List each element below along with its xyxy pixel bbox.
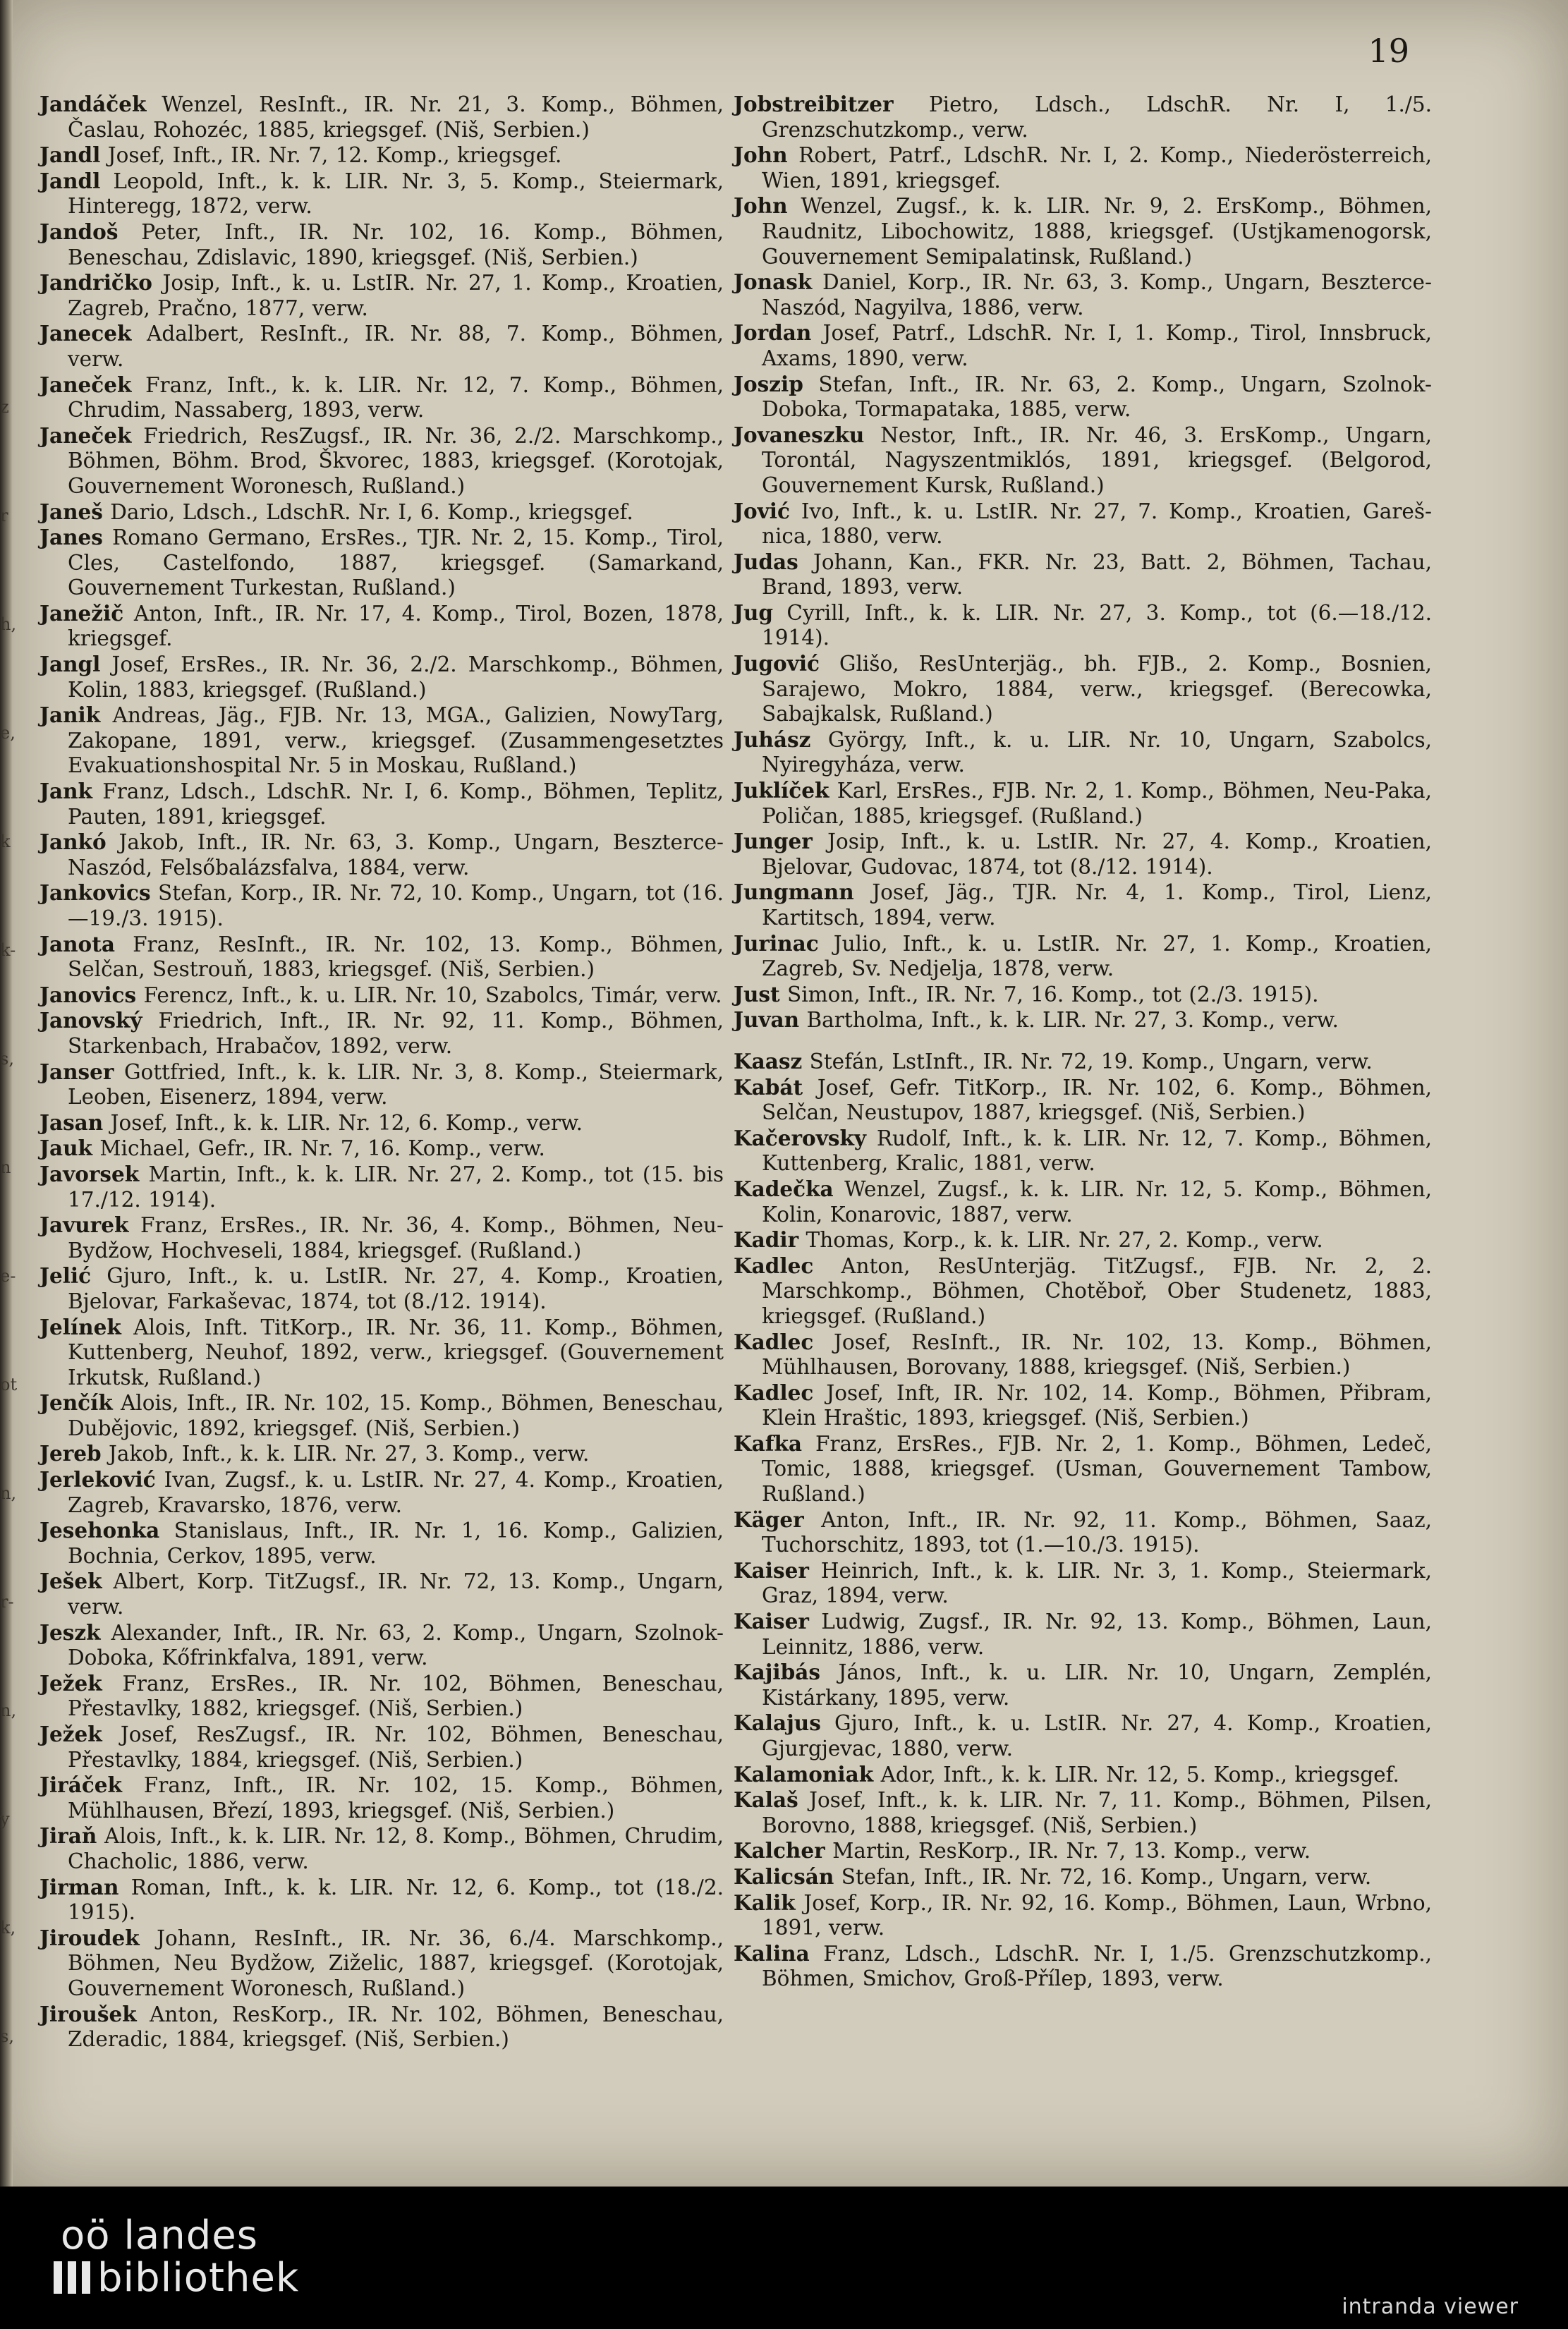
entry-surname: Jandričko xyxy=(39,270,152,296)
entry-surname: Kabát xyxy=(734,1074,803,1100)
entry-surname: Jenčík xyxy=(39,1390,113,1416)
entry-details: Friedrich, ResZugsf., IR. Nr. 36, 2./2. Marschkomp., Böhmen, Böhm. Brod, Škvorec, 1883, kriegsgef. (Korotojak, Gouvernement Woronesch, Rußland.) xyxy=(68,423,724,498)
register-entry xyxy=(734,1660,1432,1710)
margin-fragment: e- xyxy=(0,1266,16,1286)
register-entry xyxy=(734,880,1432,930)
entry-surname: Juklíček xyxy=(734,778,829,803)
margin-fragment: k, xyxy=(0,1918,16,1938)
register-entry xyxy=(734,1558,1432,1609)
entry-details: Roman, Inft., k. k. LIR. Nr. 12, 6. Komp., tot (18./2. 1915). xyxy=(68,1875,724,1925)
register-entry xyxy=(734,549,1432,600)
register-entry xyxy=(734,422,1432,499)
entry-details: Leopold, Inft., k. k. LIR. Nr. 3, 5. Komp., Steiermark, Hinteregg, 1872, verw. xyxy=(68,169,724,219)
margin-fragment: n, xyxy=(0,1701,17,1720)
entry-surname: Jeszk xyxy=(39,1619,101,1645)
register-entry xyxy=(734,193,1432,269)
entry-surname: Jelić xyxy=(39,1263,92,1289)
register-entry xyxy=(39,1926,724,2002)
register-entry xyxy=(734,320,1432,371)
register-entry xyxy=(39,983,724,1009)
entry-details: Ivan, Zugsf., k. u. LstIR. Nr. 27, 4. Komp., Kroatien, Zagreb, Kravarsko, 1876, verw. xyxy=(68,1468,724,1517)
entry-surname: Janes xyxy=(39,525,103,550)
entry-surname: Kalicsán xyxy=(734,1863,834,1889)
register-entry xyxy=(734,1330,1432,1380)
register-entry xyxy=(39,1823,724,1874)
register-entry xyxy=(734,1126,1432,1176)
register-entry xyxy=(734,1253,1432,1330)
entry-surname: Joszip xyxy=(734,371,803,396)
register-entry xyxy=(734,1762,1432,1788)
entry-details: Alois, Inft., k. k. LIR. Nr. 12, 8. Komp., Böhmen, Chrudim, Chacholic, 1886, verw. xyxy=(68,1824,724,1873)
entry-details: Josef, Jäg., TJR. Nr. 4, 1. Komp., Tirol, Lienz, Kartitsch, 1894, verw. xyxy=(762,880,1432,930)
entry-details: Stefan, Inft., IR. Nr. 63, 2. Komp., Ungarn, Szolnok-Doboka, Tormapataka, 1885, verw. xyxy=(762,372,1432,422)
register-entry xyxy=(39,1569,724,1619)
entry-surname: Kalajus xyxy=(734,1710,821,1736)
entry-details: Stanislaus, Inft., IR. Nr. 1, 16. Komp., Galizien, Bochnia, Cerkov, 1895, verw. xyxy=(68,1519,724,1568)
entry-surname: Janik xyxy=(39,703,101,728)
register-entry xyxy=(39,321,724,372)
register-entry xyxy=(39,1772,724,1823)
margin-fragment: s, xyxy=(0,2026,14,2046)
entry-details: Josip, Inft., k. u. LstIR. Nr. 27, 1. Komp., Kroatien, Zagreb, Pračno, 1877, verw. xyxy=(68,271,724,320)
logo-line-2: bibliothek xyxy=(97,2255,300,2301)
entry-surname: Janežič xyxy=(39,600,124,626)
entry-surname: Kaiser xyxy=(734,1557,809,1583)
entry-details: Josip, Inft., k. u. LstIR. Nr. 27, 4. Komp., Kroatien, Bjelovar, Gudovac, 1874, tot (8./12. 1914). xyxy=(762,829,1432,879)
register-entry xyxy=(734,1431,1432,1507)
entry-details: Ivo, Inft., k. u. LstIR. Nr. 27, 7. Komp., Kroatien, Gareš-nica, 1880, verw. xyxy=(762,499,1432,549)
register-entry xyxy=(39,880,724,931)
entry-details: Anton, Inft., IR. Nr. 17, 4. Komp., Tirol, Bozen, 1878, kriegsgef. xyxy=(68,601,724,651)
margin-fragment: ot xyxy=(0,1375,18,1394)
logo-bars-icon xyxy=(54,2261,92,2294)
entry-details: János, Inft., k. u. LIR. Nr. 10, Ungarn, Zemplén, Kistárkany, 1895, verw. xyxy=(762,1660,1432,1710)
margin-fragment: h, xyxy=(0,614,17,634)
register-entry xyxy=(734,1227,1432,1253)
register-entry xyxy=(734,1380,1432,1431)
entry-surname: Kajibás xyxy=(734,1660,820,1685)
entry-surname: Jankovics xyxy=(39,880,151,906)
register-entry xyxy=(734,1838,1432,1864)
entry-details: Stefan, Korp., IR. Nr. 72, 10. Komp., Ungarn, tot (16.—19./3. 1915). xyxy=(68,881,724,930)
register-entry xyxy=(734,651,1432,727)
register-entry xyxy=(734,1049,1432,1075)
entry-surname: Jurinac xyxy=(734,930,819,956)
register-entry xyxy=(734,1787,1432,1838)
entry-surname: Kadir xyxy=(734,1227,799,1253)
entry-details: Alois, Inft., IR. Nr. 102, 15. Komp., Böhmen, Beneschau, Dubějovic, 1892, kriegsgef. (Niš, Serbien.) xyxy=(68,1391,724,1440)
register-entry xyxy=(734,1609,1432,1660)
entry-surname: Judas xyxy=(734,549,798,574)
entry-surname: Kaasz xyxy=(734,1048,803,1074)
entry-surname: Kadečka xyxy=(734,1176,834,1201)
section-gap xyxy=(734,1033,1432,1049)
viewer-label[interactable]: intranda viewer xyxy=(1342,2294,1519,2319)
register-entry xyxy=(39,92,724,142)
register-entry xyxy=(39,525,724,601)
entry-details: Karl, ErsRes., FJB. Nr. 2, 1. Komp., Böhmen, Neu-Paka, Poličan, 1885, kriegsgef. (Rußland.) xyxy=(762,779,1432,828)
register-entry xyxy=(39,1162,724,1212)
register-entry xyxy=(39,1390,724,1441)
library-logo[interactable] xyxy=(54,2215,299,2299)
entry-details: Franz, ErsRes., IR. Nr. 102, Böhmen, Beneschau, Přestavlky, 1882, kriegsgef. (Niš, Serbien.) xyxy=(68,1671,724,1721)
entry-details: Josef, Inft., k. k. LIR. Nr. 7, 11. Komp., Böhmen, Pilsen, Borovno, 1888, kriegsgef. (Niš, Serbien.) xyxy=(762,1788,1432,1837)
entry-surname: Javorsek xyxy=(39,1161,140,1186)
entry-details: Andreas, Jäg., FJB. Nr. 13, MGA., Galizien, NowyTarg, Zakopane, 1891, verw., kriegsgef. (Zusammengesetztes Evakuationshospital Nr. 5 in Moskau, Rußland.) xyxy=(68,703,724,778)
entry-details: Jakob, Inft., k. k. LIR. Nr. 27, 3. Komp., verw. xyxy=(101,1442,590,1466)
register-entry xyxy=(734,982,1432,1008)
register-entry xyxy=(39,1008,724,1059)
register-entry xyxy=(39,1467,724,1518)
entry-surname: Ježek xyxy=(39,1722,102,1746)
register-entry xyxy=(734,1890,1432,1941)
entry-details: Glišo, ResUnterjäg., bh. FJB., 2. Komp., Bosnien, Sarajewo, Mokro, 1884, verw., kriegsgef. (Berecowka, Sabajkalsk, Rußland.) xyxy=(762,652,1432,726)
entry-surname: Jandoš xyxy=(39,219,118,244)
register-entry xyxy=(39,423,724,499)
entry-details: Nestor, Inft., IR. Nr. 46, 3. ErsKomp., Ungarn, Torontál, Nagyszentmiklós, 1891, kriegsgef. (Belgorod, Gouvernement Kursk, Rußland.) xyxy=(762,422,1432,497)
register-entry xyxy=(39,1441,724,1467)
register-entry xyxy=(39,1110,724,1136)
entry-details: Alexander, Inft., IR. Nr. 63, 2. Komp., Ungarn, Szolnok-Doboka, Kőfrinkfalva, 1891, verw. xyxy=(68,1620,724,1670)
entry-surname: Kalaš xyxy=(734,1787,798,1813)
entry-details: Wenzel, Zugsf., k. k. LIR. Nr. 12, 5. Komp., Böhmen, Kolin, Konarovic, 1887, verw. xyxy=(762,1176,1432,1227)
entry-surname: Ježek xyxy=(39,1670,102,1696)
entry-surname: Kadlec xyxy=(734,1329,814,1354)
entry-surname: Kadlec xyxy=(734,1380,814,1405)
entry-surname: Jandáček xyxy=(39,92,147,116)
margin-fragment: r xyxy=(0,506,8,525)
entry-details: Bartholma, Inft., k. k. LIR. Nr. 27, 3. Komp., verw. xyxy=(799,1008,1339,1033)
margin-fragment: z xyxy=(0,397,9,417)
register-entry xyxy=(734,829,1432,880)
margin-fragment: s, xyxy=(0,1049,14,1069)
page-number: 19 xyxy=(1368,32,1409,70)
entry-details: Franz, Inft., k. k. LIR. Nr. 12, 7. Komp., Böhmen, Chrudim, Nassaberg, 1893, verw. xyxy=(68,372,724,422)
entry-surname: Jobstreibitzer xyxy=(734,92,894,116)
entry-details: Martin, Inft., k. k. LIR. Nr. 27, 2. Komp., tot (15. bis 17./12. 1914). xyxy=(68,1162,724,1212)
register-entry xyxy=(39,270,724,321)
entry-surname: Jerleković xyxy=(39,1467,156,1492)
entry-surname: Jankó xyxy=(39,829,107,855)
entry-details: Stefan, Inft., IR. Nr. 72, 16. Komp., Ungarn, verw. xyxy=(834,1864,1372,1889)
entry-surname: Kalcher xyxy=(734,1838,825,1863)
register-entry xyxy=(39,1722,724,1772)
entry-details: Julio, Inft., k. u. LstIR. Nr. 27, 1. Komp., Kroatien, Zagreb, Sv. Nedjelja, 1878, verw. xyxy=(762,931,1432,981)
entry-details: Michael, Gefr., IR. Nr. 7, 16. Komp., verw. xyxy=(92,1136,545,1161)
logo-line-2-wrap xyxy=(54,2255,299,2301)
entry-details: Robert, Patrf., LdschR. Nr. I, 2. Komp., Niederösterreich, Wien, 1891, kriegsgef. xyxy=(762,143,1432,193)
entry-surname: Kalik xyxy=(734,1890,796,1915)
entry-surname: Jelínek xyxy=(39,1314,121,1339)
entry-details: Johann, Kan., FKR. Nr. 23, Batt. 2, Böhmen, Tachau, Brand, 1893, verw. xyxy=(762,549,1432,600)
entry-surname: Jovaneszku xyxy=(734,422,865,447)
entry-details: Ferencz, Inft., k. u. LIR. Nr. 10, Szabolcs, Timár, verw. xyxy=(136,983,722,1007)
register-entry xyxy=(39,499,724,525)
entry-surname: Jank xyxy=(39,779,92,804)
register-entry xyxy=(39,142,724,169)
register-entry xyxy=(734,778,1432,829)
entry-surname: Jiraň xyxy=(39,1823,97,1849)
entry-details: Josef, Inft, IR. Nr. 102, 14. Komp., Böhmen, Přibram, Klein Hraštic, 1893, kriegsgef. (Niš, Serbien.) xyxy=(762,1380,1432,1430)
entry-surname: Kaiser xyxy=(734,1609,809,1634)
entry-surname: Janecek xyxy=(39,321,132,346)
entry-surname: Jangl xyxy=(39,652,101,677)
right-column xyxy=(734,92,1432,1992)
register-entry xyxy=(39,703,724,779)
entry-details: Thomas, Korp., k. k. LIR. Nr. 27, 2. Komp., verw. xyxy=(798,1228,1323,1253)
register-entry xyxy=(734,92,1432,142)
entry-surname: Jonask xyxy=(734,269,813,295)
register-entry xyxy=(39,1671,724,1722)
register-entry xyxy=(734,269,1432,320)
entry-details: Albert, Korp. TitZugsf., IR. Nr. 72, 13. Komp., Ungarn, verw. xyxy=(68,1569,724,1619)
entry-surname: Jereb xyxy=(39,1441,102,1466)
entry-details: Wenzel, ResInft., IR. Nr. 21, 3. Komp., Böhmen, Časlau, Rohozéc, 1885, kriegsgef. (Niš, Serbien.) xyxy=(68,92,724,142)
margin-fragment: r- xyxy=(0,1592,14,1612)
register-entry xyxy=(39,1875,724,1926)
entry-details: Simon, Inft., IR. Nr. 7, 16. Komp., tot (2./3. 1915). xyxy=(779,982,1319,1007)
entry-surname: Jugović xyxy=(734,651,820,676)
register-entry xyxy=(39,829,724,880)
entry-details: Stefán, LstInft., IR. Nr. 72, 19. Komp., Ungarn, verw. xyxy=(802,1049,1373,1074)
entry-surname: Kalamoniak xyxy=(734,1761,874,1787)
entry-details: Franz, ResInft., IR. Nr. 102, 13. Komp., Böhmen, Selčan, Sestrouň, 1883, kriegsgef. (Niš, Serbien.) xyxy=(68,932,724,982)
entry-surname: Janovský xyxy=(39,1008,142,1033)
register-entry xyxy=(39,1263,724,1314)
entry-details: György, Inft., k. u. LIR. Nr. 10, Ungarn, Szabolcs, Nyiregyháza, verw. xyxy=(762,727,1432,777)
entry-surname: John xyxy=(734,142,788,168)
entry-surname: Jungmann xyxy=(734,880,854,905)
entry-details: Josef, ErsRes., IR. Nr. 36, 2./2. Marschkomp., Böhmen, Kolin, 1883, kriegsgef. (Rußland.) xyxy=(68,652,724,702)
entry-surname: Janota xyxy=(39,931,115,956)
register-entry xyxy=(734,727,1432,778)
entry-surname: Kafka xyxy=(734,1430,802,1456)
entry-details: Adalbert, ResInft., IR. Nr. 88, 7. Komp., Böhmen, verw. xyxy=(68,322,724,371)
entry-surname: Käger xyxy=(734,1507,804,1532)
entry-surname: Jasan xyxy=(39,1109,104,1135)
entry-surname: Ješek xyxy=(39,1569,102,1594)
entry-details: Peter, Inft., IR. Nr. 102, 16. Komp., Böhmen, Beneschau, Zdislavic, 1890, kriegsgef. (Niš, Serbien.) xyxy=(68,219,724,269)
register-entry xyxy=(734,1507,1432,1558)
register-entry xyxy=(734,1864,1432,1890)
register-entry xyxy=(39,219,724,270)
margin-fragment: y xyxy=(0,1809,10,1829)
entry-surname: Jesehonka xyxy=(39,1518,160,1543)
register-entry xyxy=(734,1941,1432,1992)
register-entry xyxy=(39,2002,724,2053)
margin-fragment: n xyxy=(0,1157,11,1177)
entry-surname: Jiráček xyxy=(39,1772,122,1798)
entry-details: Anton, Inft., IR. Nr. 92, 11. Komp., Böhmen, Saaz, Tuchorschitz, 1893, tot (1.—10./3. 1915). xyxy=(762,1507,1432,1557)
logo-line-1: oö landes xyxy=(61,2213,258,2258)
entry-details: Franz, Ldsch., LdschR. Nr. I, 6. Komp., Böhmen, Teplitz, Pauten, 1891, kriegsgef. xyxy=(68,779,724,829)
entry-details: Gjuro, Inft., k. u. LstIR. Nr. 27, 4. Komp., Kroatien, Bjelovar, Farkaševac, 1874, tot (8./12. 1914). xyxy=(68,1264,724,1313)
entry-details: Josef, ResInft., IR. Nr. 102, 13. Komp., Böhmen, Mühlhausen, Borovany, 1888, kriegsgef. (Niš, Serbien.) xyxy=(762,1330,1432,1380)
margin-fragment: e, xyxy=(0,723,16,743)
entry-surname: John xyxy=(734,193,788,219)
entry-surname: Junger xyxy=(734,829,813,854)
entry-details: Franz, ErsRes., FJB. Nr. 2, 1. Komp., Böhmen, Ledeč, Tomic, 1888, kriegsgef. (Usman, Gouvernement Tambow, Rußland.) xyxy=(762,1431,1432,1507)
register-entry xyxy=(39,1059,724,1110)
register-entry xyxy=(734,600,1432,651)
entry-surname: Jug xyxy=(734,600,774,625)
entry-surname: Javurek xyxy=(39,1212,129,1238)
register-entry xyxy=(39,779,724,829)
register-entry xyxy=(39,1212,724,1263)
entry-surname: Juvan xyxy=(734,1007,800,1033)
entry-details: Josef, ResZugsf., IR. Nr. 102, Böhmen, Beneschau, Přestavlky, 1884, kriegsgef. (Niš, Serbien.) xyxy=(68,1722,724,1772)
register-entry xyxy=(39,1518,724,1569)
entry-surname: Jiroušek xyxy=(39,2001,137,2026)
entry-surname: Jiroudek xyxy=(39,1925,140,1950)
entry-details: Josef, Patrf., LdschR. Nr. I, 1. Komp., Tirol, Innsbruck, Axams, 1890, verw. xyxy=(762,321,1432,370)
entry-details: Martin, ResKorp., IR. Nr. 7, 13. Komp., verw. xyxy=(825,1839,1311,1863)
entry-surname: Jandl xyxy=(39,142,101,168)
register-entry xyxy=(734,1710,1432,1761)
register-entry xyxy=(734,372,1432,422)
entry-details: Friedrich, Inft., IR. Nr. 92, 11. Komp., Böhmen, Starkenbach, Hrabačov, 1892, verw. xyxy=(68,1009,724,1058)
register-entry xyxy=(734,142,1432,193)
entry-details: Johann, ResInft., IR. Nr. 36, 6./4. Marschkomp., Böhmen, Neu Bydžow, Ziželic, 1887, kriegsgef. (Korotojak, Gouvernement Woronesch, Rußland.) xyxy=(68,1926,724,2000)
left-margin-fragments xyxy=(0,353,17,2091)
register-entry xyxy=(39,932,724,983)
entry-surname: Kalina xyxy=(734,1940,810,1966)
entry-details: Franz, Inft., IR. Nr. 102, 15. Komp., Böhmen, Mühlhausen, Březí, 1893, kriegsgef. (Niš, Serbien.) xyxy=(68,1773,724,1823)
entry-details: Gottfried, Inft., k. k. LIR. Nr. 3, 8. Komp., Steiermark, Leoben, Eisenerz, 1894, verw. xyxy=(68,1059,724,1109)
entry-surname: Janser xyxy=(39,1059,114,1084)
register-entry xyxy=(39,1620,724,1671)
entry-surname: Janeček xyxy=(39,372,132,397)
margin-fragment: k xyxy=(0,832,11,851)
entry-surname: Jordan xyxy=(734,320,812,346)
entry-surname: Jirman xyxy=(39,1874,119,1899)
entry-surname: Juhász xyxy=(734,726,811,752)
entry-surname: Kadlec xyxy=(734,1253,814,1278)
entry-surname: Janovics xyxy=(39,982,137,1007)
entry-surname: Kačerovsky xyxy=(734,1125,867,1150)
entry-details: Dario, Ldsch., LdschR. Nr. I, 6. Komp., kriegsgef. xyxy=(102,499,633,524)
entry-details: Ador, Inft., k. k. LIR. Nr. 12, 5. Komp., kriegsgef. xyxy=(873,1762,1399,1787)
register-entry xyxy=(39,372,724,423)
entry-details: Pietro, Ldsch., LdschR. Nr. I, 1./5. Grenzschutzkomp., verw. xyxy=(762,92,1432,142)
entry-details: Josef, Inft., IR. Nr. 7, 12. Komp., kriegsgef. xyxy=(100,143,562,168)
register-entry xyxy=(39,601,724,652)
entry-details: Ludwig, Zugsf., IR. Nr. 92, 13. Komp., Böhmen, Laun, Leinnitz, 1886, verw. xyxy=(762,1610,1432,1659)
entry-surname: Jauk xyxy=(39,1136,92,1161)
register-entry xyxy=(734,499,1432,549)
entry-details: Josef, Korp., IR. Nr. 92, 16. Komp., Böhmen, Laun, Wrbno, 1891, verw. xyxy=(762,1890,1432,1940)
register-entry xyxy=(39,1136,724,1162)
entry-details: Heinrich, Inft., k. k. LIR. Nr. 3, 1. Komp., Steiermark, Graz, 1894, verw. xyxy=(762,1558,1432,1608)
entry-details: Josef, Gefr. TitKorp., IR. Nr. 102, 6. Komp., Böhmen, Selčan, Neustupov, 1887, kriegsgef. (Niš, Serbien.) xyxy=(762,1075,1432,1125)
register-entry xyxy=(734,1176,1432,1227)
entry-details: Daniel, Korp., IR. Nr. 63, 3. Komp., Ungarn, Beszterce-Naszód, Nagyilva, 1886, verw. xyxy=(762,270,1432,320)
register-entry xyxy=(39,652,724,703)
entry-surname: Janeček xyxy=(39,422,132,448)
entry-surname: Jandl xyxy=(39,168,101,193)
entry-details: Alois, Inft. TitKorp., IR. Nr. 36, 11. Komp., Böhmen, Kuttenberg, Neuhof, 1892, verw., kriegsgef. (Gouvernement Irkutsk, Rußland.) xyxy=(68,1315,724,1390)
register-entry xyxy=(734,1007,1432,1033)
entry-details: Josef, Inft., k. k. LIR. Nr. 12, 6. Komp., verw. xyxy=(103,1110,583,1135)
margin-fragment: k- xyxy=(0,940,16,960)
entry-details: Rudolf, Inft., k. k. LIR. Nr. 12, 7. Komp., Böhmen, Kuttenberg, Kralic, 1881, verw. xyxy=(762,1126,1432,1176)
entry-details: Wenzel, Zugsf., k. k. LIR. Nr. 9, 2. ErsKomp., Böhmen, Raudnitz, Libochowitz, 1888, kriegsgef. (Ustjkamenogorsk, Gouvernement Semipalatinsk, Rußland.) xyxy=(762,194,1432,269)
register-entry xyxy=(734,1075,1432,1126)
entry-details: Jakob, Inft., IR. Nr. 63, 3. Komp., Ungarn, Beszterce-Naszód, Felsőbalázsfalva, 1884, verw. xyxy=(68,830,724,880)
register-entry xyxy=(39,169,724,219)
entry-surname: Just xyxy=(734,981,780,1007)
entry-details: Franz, ErsRes., IR. Nr. 36, 4. Komp., Böhmen, Neu-Bydžow, Hochveseli, 1884, kriegsgef. (Rußland.) xyxy=(68,1213,724,1263)
entry-details: Anton, ResKorp., IR. Nr. 102, Böhmen, Beneschau, Zderadic, 1884, kriegsgef. (Niš, Serbien.) xyxy=(68,2002,724,2052)
entry-surname: Janeš xyxy=(39,499,103,524)
entry-details: Cyrill, Inft., k. k. LIR. Nr. 27, 3. Komp., tot (6.—18./12. 1914). xyxy=(762,600,1432,650)
entry-details: Franz, Ldsch., LdschR. Nr. I, 1./5. Grenzschutzkomp., Böhmen, Smichov, Groß-Přílep, 1893, verw. xyxy=(762,1941,1432,1991)
entry-details: Gjuro, Inft., k. u. LstIR. Nr. 27, 4. Komp., Kroatien, Gjurgjevac, 1880, verw. xyxy=(762,1711,1432,1761)
left-column xyxy=(39,92,724,2053)
entry-surname: Jović xyxy=(734,498,790,523)
entry-details: Romano Germano, ErsRes., TJR. Nr. 2, 15. Komp., Tirol, Cles, Castelfondo, 1887, kriegsgef. (Samarkand, Gouvernement Turkestan, Rußland.) xyxy=(68,525,724,600)
register-entry xyxy=(39,1315,724,1391)
margin-fragment: n, xyxy=(0,1483,17,1503)
register-entry xyxy=(734,931,1432,982)
entry-details: Anton, ResUnterjäg. TitZugsf., FJB. Nr. 2, 2. Marschkomp., Böhmen, Chotěboř, Ober Studenetz, 1883, kriegsgef. (Rußland.) xyxy=(762,1253,1432,1328)
